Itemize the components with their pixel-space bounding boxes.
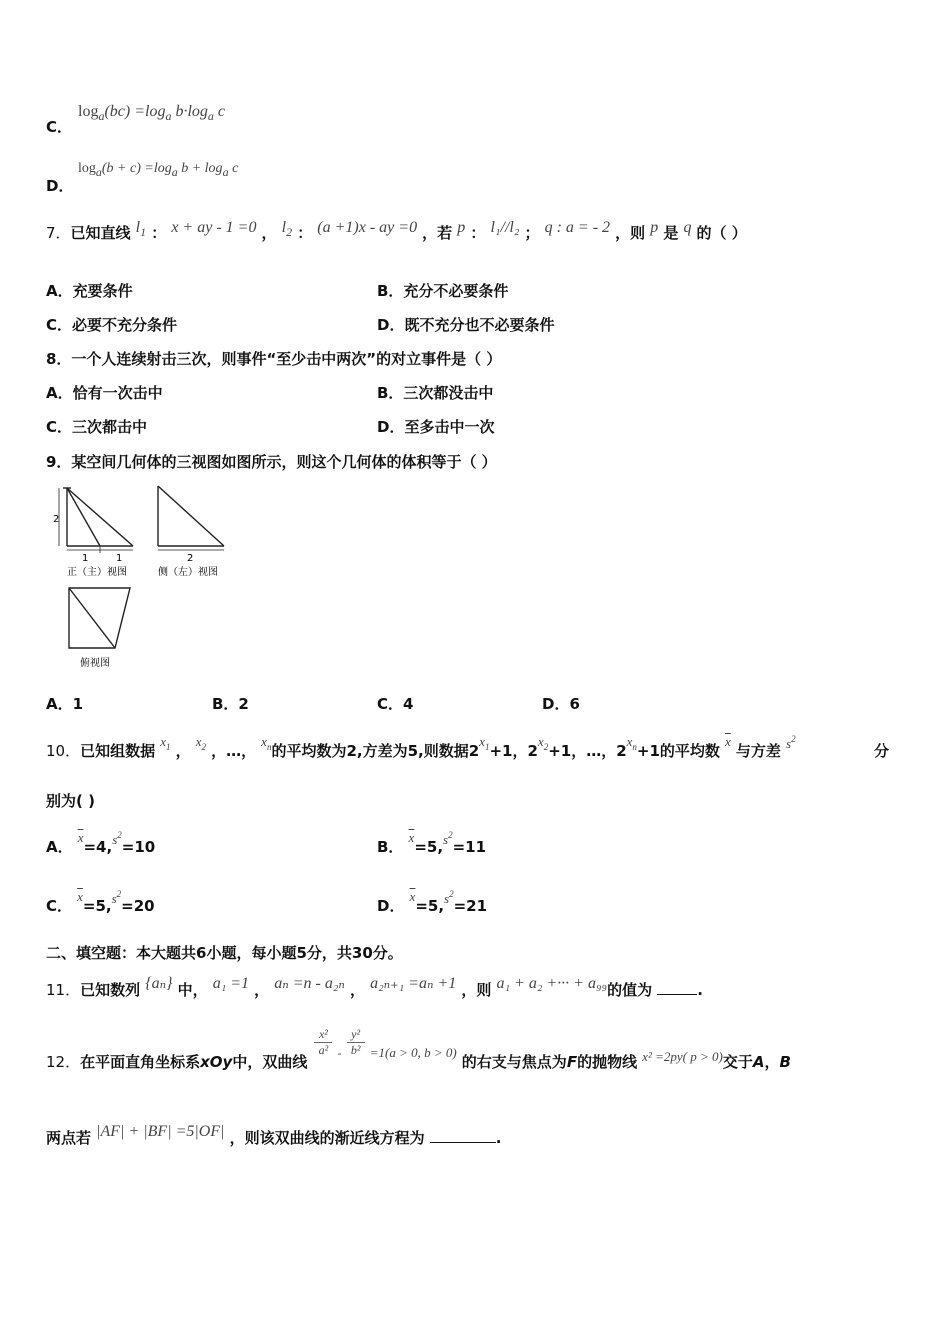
question-10: 10．已知组数据 $^x_1$ ， $^x_2$ ，…， $^x_n$的平均数为2,方差为5,则数据$2^x_1+1$，$2^x_2+1$，…，$2^x_n+1$的平均数 $^{\overline{x}}$ 与方差 $^{s2}$	[46, 733, 796, 760]
q8-option-c: C．三次都击中	[46, 418, 148, 436]
q7-option-c: C．必要不充分条件	[46, 316, 178, 334]
side-view-caption: 侧（左）视图	[158, 567, 218, 578]
dim-width-1b: 1	[116, 553, 123, 564]
q7-option-a: A．充要条件	[46, 282, 133, 300]
q8-option-a: A．恰有一次击中	[46, 384, 163, 402]
section-2-heading: 二、填空题：本大题共6小题，每小题5分，共30分。	[46, 944, 403, 962]
q10-option-a: A． $^{\overline{x}}$=4,$^{s2}$=10	[46, 829, 156, 856]
q12-answer-blank	[430, 1142, 496, 1143]
hyperbola-fraction-x: $\frac{\text{x²}}{\text{a²}}$	[314, 1027, 332, 1058]
q8-option-b: B．三次都没击中	[377, 384, 494, 402]
q10-option-d: D． $^{\overline{x}}$=5,$^{s2}$=21	[377, 888, 488, 915]
q7-option-b: B．充分不必要条件	[377, 282, 509, 300]
question-11: 11．已知数列 {aₙ} 中， a₁ =1 ， aₙ =n - a₂ₙ ， a₂ₙ₊₁ =aₙ +1 ，则 a₁ + a₂ +··· + a₉₉的值为 .	[46, 975, 703, 999]
dim-side-2: 2	[187, 553, 194, 564]
top-view-drawing	[69, 588, 130, 648]
q10-option-c: C． $^{\overline{x}}$=5,$^{s2}$=20	[46, 888, 155, 915]
question-9: 9．某空间几何体的三视图如图所示，则这个几何体的体积等于（ ）	[46, 453, 497, 471]
dim-width-1a: 1	[82, 553, 89, 564]
dim-height-2: 2	[53, 514, 60, 525]
question-12-line2: 两点若 |AF| + |BF| =5|OF| ，则该双曲线的渐近线方程为 .	[46, 1123, 502, 1147]
q10-option-b: B． $^{\overline{x}}$=5,$^{s2}$=11	[377, 829, 487, 856]
three-view-figure	[50, 482, 240, 674]
question-8: 8．一个人连续射击三次，则事件“至少击中两次”的对立事件是（ ）	[46, 350, 502, 368]
hyperbola-fraction-y: $\frac{\text{y²}}{\text{b²}}$	[347, 1027, 365, 1058]
side-view-drawing	[158, 486, 224, 550]
q9-option-b: B．2	[212, 695, 249, 713]
q11-answer-blank	[657, 994, 697, 995]
q10-line-end: 分	[874, 742, 890, 760]
q9-option-a: A．1	[46, 695, 84, 713]
q9-option-d: D．6	[542, 695, 580, 713]
option-d-formula: $\log_a(b + c) =\log_a$ $b + \log_a c$	[78, 161, 239, 179]
q9-option-c: C．4	[377, 695, 414, 713]
front-view-caption: 正（主）视图	[67, 567, 127, 578]
question-12: 12．在平面直角坐标系xOy中，双曲线 $\frac{\text{x²}}{\text{a²}}$ $_-$ $\frac{\text{y²}}{\text{b²}}$ $_{=1(a > 0, b > 0)}$ 的右支与焦点为F的抛物线 $_{x^2 =2py( p > 0)}$交于A，B	[46, 1027, 791, 1071]
option-d-label: D．	[46, 177, 74, 195]
front-view-drawing	[59, 488, 133, 553]
q7-option-d: D．既不充分也不必要条件	[377, 316, 555, 334]
q8-option-d: D．至多击中一次	[377, 418, 495, 436]
option-c-formula: $\log_a(bc) =\log_a$ $b\cdot\log_a$ c	[78, 103, 226, 124]
q10-line2: 别为( )	[46, 792, 95, 810]
option-c-label: C．	[46, 118, 73, 136]
question-7: 7．已知直线 $l_1$ ： x + ay - 1 =0 ， $l_2$ ： (a +1)x - ay =0 ，若 p ： l₁//l₂ ； q : a = - 2 ，则 p 是 q 的（ ）	[46, 219, 747, 242]
top-view-caption: 俯视图	[80, 658, 110, 669]
